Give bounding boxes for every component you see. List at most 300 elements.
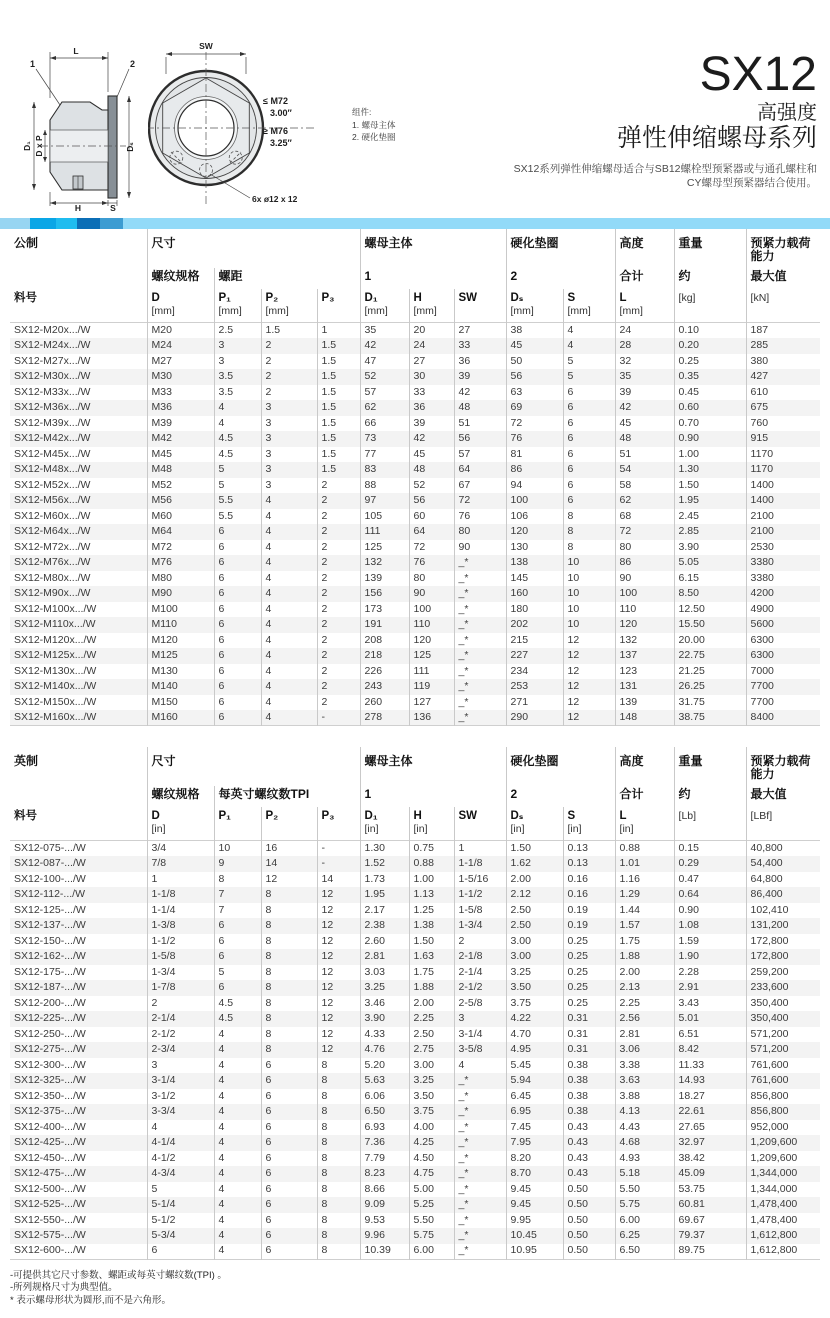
value-cell: 1.44 <box>615 903 674 919</box>
value-cell: 86 <box>506 462 563 478</box>
sub-total: 合计 <box>615 268 674 289</box>
value-cell: 2 <box>317 571 360 587</box>
part-number-cell: SX12-350-.../W <box>14 1089 86 1102</box>
value-cell: 69 <box>506 400 563 416</box>
value-cell: 856,800 <box>746 1104 820 1120</box>
value-cell: M33 <box>147 385 214 401</box>
table-row <box>10 478 820 494</box>
group-preload: 预紧力载荷能力 <box>746 229 820 268</box>
value-cell: 1.75 <box>615 934 674 950</box>
value-cell: 8 <box>214 872 261 888</box>
value-cell: 0.50 <box>563 1244 615 1260</box>
value-cell: 7 <box>214 887 261 903</box>
value-cell: 10.45 <box>506 1228 563 1244</box>
value-cell: 137 <box>615 648 674 664</box>
value-cell: 8.66 <box>360 1182 409 1198</box>
part-number-cell: SX12-425-.../W <box>14 1136 86 1148</box>
value-cell: 1.95 <box>674 493 746 509</box>
value-cell: 0.25 <box>674 354 746 370</box>
value-cell: 63 <box>506 385 563 401</box>
value-cell: 9 <box>214 856 261 872</box>
value-cell: 10 <box>563 571 615 587</box>
value-cell: 86 <box>615 555 674 571</box>
value-cell: 6 <box>214 648 261 664</box>
value-cell: 62 <box>360 400 409 416</box>
value-cell: 2.85 <box>674 524 746 540</box>
value-cell: 2.17 <box>360 903 409 919</box>
value-cell: 45.09 <box>674 1166 746 1182</box>
value-cell: 3.25 <box>409 1073 454 1089</box>
value-cell: 0.31 <box>563 1042 615 1058</box>
value-cell: 10 <box>214 841 261 857</box>
value-cell: 6 <box>214 949 261 965</box>
value-cell: 10 <box>563 617 615 633</box>
value-cell: 4 <box>214 1120 261 1136</box>
top-drawings-area <box>0 0 830 218</box>
value-cell: 1,612,800 <box>746 1244 820 1260</box>
value-cell: 6.00 <box>615 1213 674 1229</box>
value-cell: 5-1/2 <box>147 1213 214 1229</box>
value-cell: 218 <box>360 648 409 664</box>
value-cell: 2.81 <box>360 949 409 965</box>
value-cell: 0.88 <box>615 841 674 857</box>
value-cell: 172,800 <box>746 949 820 965</box>
part-number-cell: SX12-M140x.../W <box>14 680 97 692</box>
col-header: [Lb] <box>674 807 746 841</box>
value-cell: 139 <box>360 571 409 587</box>
value-cell: 9.45 <box>506 1197 563 1213</box>
value-cell: 2-1/2 <box>147 1027 214 1043</box>
value-cell: 58 <box>615 478 674 494</box>
metric-table <box>10 229 820 726</box>
value-cell: 5.50 <box>615 1182 674 1198</box>
col-header: S [in] <box>563 807 615 841</box>
value-cell: 3.63 <box>615 1073 674 1089</box>
system-label: 公制 <box>14 236 39 250</box>
value-cell: 80 <box>409 571 454 587</box>
callout-2: 2 <box>130 59 136 69</box>
value-cell: 2 <box>317 478 360 494</box>
value-cell: 2 <box>317 695 360 711</box>
value-cell: 27 <box>409 354 454 370</box>
group-washer: 硬化垫圈 <box>506 229 615 268</box>
value-cell: 6300 <box>746 648 820 664</box>
value-cell: 4 <box>563 338 615 354</box>
value-cell: 202 <box>506 617 563 633</box>
value-cell: 52 <box>409 478 454 494</box>
value-cell: 8 <box>261 1011 317 1027</box>
part-number-cell: SX12-M160x.../W <box>14 710 97 723</box>
value-cell: 64 <box>409 524 454 540</box>
value-cell: 6 <box>214 664 261 680</box>
value-cell: 5.94 <box>506 1073 563 1089</box>
part-number-cell: SX12-400-.../W <box>14 1120 86 1133</box>
value-cell: 380 <box>746 354 820 370</box>
value-cell: - <box>317 841 360 857</box>
value-cell: 1.63 <box>409 949 454 965</box>
value-cell: 0.38 <box>563 1089 615 1105</box>
value-cell: 4-3/4 <box>147 1166 214 1182</box>
table-row <box>10 1151 820 1167</box>
value-cell: 12 <box>317 918 360 934</box>
value-cell: 8 <box>563 509 615 525</box>
value-cell: 4 <box>214 1166 261 1182</box>
value-cell: 2 <box>317 493 360 509</box>
value-cell: 11.33 <box>674 1058 746 1074</box>
value-cell: 100 <box>506 493 563 509</box>
value-cell: 12 <box>261 872 317 888</box>
value-cell: 0.43 <box>563 1120 615 1136</box>
value-cell: 1.95 <box>360 887 409 903</box>
value-cell: 4 <box>261 586 317 602</box>
value-cell: 119 <box>409 679 454 695</box>
group-nut-body: 螺母主体 <box>360 747 506 786</box>
value-cell: 7.36 <box>360 1135 409 1151</box>
value-cell: 68 <box>615 509 674 525</box>
value-cell: 36 <box>454 354 506 370</box>
value-cell: 12 <box>317 887 360 903</box>
value-cell: 2-1/4 <box>147 1011 214 1027</box>
value-cell: 2 <box>261 385 317 401</box>
value-cell: 6.50 <box>615 1244 674 1260</box>
value-cell: 0.50 <box>563 1197 615 1213</box>
part-number-cell: SX12-M45x.../W <box>14 447 91 460</box>
value-cell: 90 <box>409 586 454 602</box>
value-cell: 3.75 <box>506 996 563 1012</box>
value-cell: 1.29 <box>615 887 674 903</box>
value-cell: 0.38 <box>563 1104 615 1120</box>
value-cell: 12 <box>563 664 615 680</box>
table-row <box>10 1073 820 1089</box>
value-cell: 1,209,600 <box>746 1135 820 1151</box>
value-cell: 7700 <box>746 679 820 695</box>
part-number-cell: SX12-075-.../W <box>14 841 86 854</box>
value-cell: M24 <box>147 338 214 354</box>
value-cell: 2-3/4 <box>147 1042 214 1058</box>
value-cell: 3.06 <box>615 1042 674 1058</box>
value-cell: 4.75 <box>409 1166 454 1182</box>
value-cell: 350,400 <box>746 996 820 1012</box>
value-cell: 111 <box>409 664 454 680</box>
value-cell: 2 <box>317 509 360 525</box>
value-cell: 12 <box>317 1042 360 1058</box>
components-legend-item1: 1. 螺母主体 <box>352 119 396 130</box>
value-cell: 110 <box>615 602 674 618</box>
table-row <box>10 1182 820 1198</box>
page-subtitle-strength: 高强度 <box>757 102 817 124</box>
value-cell: 2 <box>454 934 506 950</box>
value-cell: 234 <box>506 664 563 680</box>
size-note-le-inch: 3.00″ <box>270 107 292 118</box>
value-cell: 5.75 <box>409 1228 454 1244</box>
value-cell: 4 <box>214 1058 261 1074</box>
value-cell: 0.16 <box>563 872 615 888</box>
value-cell: 8.23 <box>360 1166 409 1182</box>
value-cell: 2 <box>317 524 360 540</box>
value-cell: 1 <box>454 841 506 857</box>
value-cell: 69.67 <box>674 1213 746 1229</box>
part-number-cell: SX12-200-.../W <box>14 996 86 1009</box>
value-cell: 6 <box>563 431 615 447</box>
components-legend-title: 组件: <box>352 107 372 117</box>
value-cell: 0.47 <box>674 872 746 888</box>
value-cell: 4.95 <box>506 1042 563 1058</box>
value-cell: 8 <box>261 965 317 981</box>
value-cell: 8 <box>317 1213 360 1229</box>
value-cell: 761,600 <box>746 1058 820 1074</box>
part-number-cell: SX12-250-.../W <box>14 1027 86 1040</box>
value-cell: 79.37 <box>674 1228 746 1244</box>
value-cell: 8 <box>317 1135 360 1151</box>
value-cell: 4.13 <box>615 1104 674 1120</box>
value-cell: 12 <box>317 980 360 996</box>
value-cell: 6 <box>261 1058 317 1074</box>
group-weight: 重量 <box>674 229 746 268</box>
value-cell: 6 <box>261 1089 317 1105</box>
table-row <box>10 509 820 525</box>
value-cell: 148 <box>615 710 674 726</box>
col-header: [kN] <box>746 289 820 323</box>
value-cell: 160 <box>506 586 563 602</box>
value-cell: 1,612,800 <box>746 1228 820 1244</box>
value-cell: 1-1/8 <box>147 887 214 903</box>
col-header: S [mm] <box>563 289 615 323</box>
value-cell: M76 <box>147 555 214 571</box>
table-row <box>10 1166 820 1182</box>
table-row <box>10 416 820 432</box>
dim-label-S: S <box>110 203 116 212</box>
sub-washer-number: 2 <box>506 268 615 289</box>
value-cell: _* <box>454 1197 506 1213</box>
value-cell: 76 <box>506 431 563 447</box>
accent-bar-segment <box>0 218 30 229</box>
value-cell: 56 <box>506 369 563 385</box>
value-cell: 2.75 <box>409 1042 454 1058</box>
value-cell: 1170 <box>746 447 820 463</box>
value-cell: 1.5 <box>317 338 360 354</box>
value-cell: 215 <box>506 633 563 649</box>
value-cell: 0.50 <box>563 1228 615 1244</box>
value-cell: 6300 <box>746 633 820 649</box>
value-cell: 6.93 <box>360 1120 409 1136</box>
value-cell: 1,344,000 <box>746 1166 820 1182</box>
value-cell: 5.75 <box>615 1197 674 1213</box>
value-cell: 4.25 <box>409 1135 454 1151</box>
value-cell: 2-5/8 <box>454 996 506 1012</box>
value-cell: 2 <box>317 540 360 556</box>
value-cell: 6 <box>261 1104 317 1120</box>
value-cell: 4.43 <box>615 1120 674 1136</box>
table-row <box>10 493 820 509</box>
value-cell: 12 <box>317 1027 360 1043</box>
value-cell: 66 <box>360 416 409 432</box>
value-cell: M140 <box>147 679 214 695</box>
value-cell: 4 <box>214 1027 261 1043</box>
value-cell: 761,600 <box>746 1073 820 1089</box>
value-cell: M20 <box>147 323 214 339</box>
value-cell: 2.60 <box>360 934 409 950</box>
part-number-cell: SX12-M120x.../W <box>14 633 97 646</box>
value-cell: 35 <box>360 323 409 339</box>
table-row <box>10 949 820 965</box>
value-cell: 290 <box>506 710 563 726</box>
value-cell: 32.97 <box>674 1135 746 1151</box>
value-cell: _* <box>454 1182 506 1198</box>
value-cell: 1.73 <box>360 872 409 888</box>
value-cell: 50 <box>506 354 563 370</box>
value-cell: 38 <box>506 323 563 339</box>
value-cell: 8 <box>261 934 317 950</box>
sub-approx: 约 <box>674 786 746 807</box>
value-cell: 62 <box>615 493 674 509</box>
value-cell: 12 <box>317 996 360 1012</box>
value-cell: 4.5 <box>214 431 261 447</box>
value-cell: 12 <box>563 710 615 726</box>
value-cell: 2100 <box>746 509 820 525</box>
imperial-table-body <box>10 841 820 1260</box>
value-cell: 72 <box>409 540 454 556</box>
value-cell: M64 <box>147 524 214 540</box>
value-cell: 72 <box>506 416 563 432</box>
value-cell: 132 <box>360 555 409 571</box>
value-cell: 8 <box>317 1120 360 1136</box>
value-cell: 40,800 <box>746 841 820 857</box>
value-cell: 67 <box>454 478 506 494</box>
table-row <box>10 400 820 416</box>
value-cell: 1400 <box>746 493 820 509</box>
value-cell: 4 <box>261 633 317 649</box>
part-number-cell: SX12-M60x.../W <box>14 509 91 522</box>
footnote-line: -所列规格尺寸为典型值。 <box>10 1282 118 1293</box>
value-cell: 7/8 <box>147 856 214 872</box>
value-cell: 42 <box>454 385 506 401</box>
value-cell: 27 <box>454 323 506 339</box>
value-cell: 5 <box>214 462 261 478</box>
value-cell: 156 <box>360 586 409 602</box>
value-cell: 5 <box>563 369 615 385</box>
value-cell: 6 <box>214 540 261 556</box>
value-cell: 5.63 <box>360 1073 409 1089</box>
value-cell: 2 <box>261 369 317 385</box>
part-number-cell: SX12-125-.../W <box>14 903 86 916</box>
value-cell: 10.95 <box>506 1244 563 1260</box>
value-cell: 20.00 <box>674 633 746 649</box>
value-cell: 1,478,400 <box>746 1213 820 1229</box>
value-cell: 12 <box>317 934 360 950</box>
value-cell: 26.25 <box>674 679 746 695</box>
value-cell: 10.39 <box>360 1244 409 1260</box>
part-number-cell: SX12-M33x.../W <box>14 385 91 398</box>
value-cell: 1,344,000 <box>746 1182 820 1198</box>
value-cell: 180 <box>506 602 563 618</box>
table-row <box>10 903 820 919</box>
value-cell: 6 <box>214 571 261 587</box>
table-row <box>10 354 820 370</box>
value-cell: 6.25 <box>615 1228 674 1244</box>
footnote-line: -可提供其它尺寸参数、螺距或每英寸螺纹数(TPI) 。 <box>10 1269 227 1281</box>
value-cell: 12 <box>563 695 615 711</box>
table-row <box>10 633 820 649</box>
table-row <box>10 323 820 339</box>
value-cell: 5 <box>214 478 261 494</box>
value-cell: _* <box>454 710 506 726</box>
value-cell: 6 <box>214 710 261 726</box>
value-cell: 4 <box>563 323 615 339</box>
value-cell: 1 <box>147 872 214 888</box>
value-cell: 0.35 <box>674 369 746 385</box>
sub-body-number: 1 <box>360 786 506 807</box>
value-cell: 2.38 <box>360 918 409 934</box>
group-dims: 尺寸 <box>147 229 360 268</box>
value-cell: 39 <box>409 416 454 432</box>
value-cell: 350,400 <box>746 1011 820 1027</box>
value-cell: 1.5 <box>317 400 360 416</box>
col-header: L [mm] <box>615 289 674 323</box>
part-number-cell: SX12-550-.../W <box>14 1213 86 1226</box>
value-cell: 6 <box>214 586 261 602</box>
value-cell: 45 <box>506 338 563 354</box>
value-cell: 0.10 <box>674 323 746 339</box>
value-cell: 64,800 <box>746 872 820 888</box>
value-cell: 4 <box>214 1213 261 1229</box>
accent-bar-segment <box>56 218 77 229</box>
value-cell: 2.25 <box>615 996 674 1012</box>
value-cell: 227 <box>506 648 563 664</box>
value-cell: 4.93 <box>615 1151 674 1167</box>
table-row <box>10 1089 820 1105</box>
value-cell: 1.25 <box>409 903 454 919</box>
value-cell: 73 <box>360 431 409 447</box>
value-cell: 0.25 <box>563 996 615 1012</box>
value-cell: 90 <box>615 571 674 587</box>
value-cell: 10 <box>563 602 615 618</box>
value-cell: 6 <box>261 1197 317 1213</box>
value-cell: 7.45 <box>506 1120 563 1136</box>
table-row <box>10 1011 820 1027</box>
dim-label-L: L <box>73 46 79 56</box>
value-cell: 4 <box>261 695 317 711</box>
dim-label-DxP: D x P <box>34 135 44 157</box>
value-cell: 8 <box>563 540 615 556</box>
value-cell: 0.31 <box>563 1011 615 1027</box>
value-cell: 131,200 <box>746 918 820 934</box>
col-header: P₁ [mm] <box>214 289 261 323</box>
part-number-cell: SX12-600-.../W <box>14 1244 86 1257</box>
value-cell: 2.50 <box>409 1027 454 1043</box>
value-cell: 4 <box>214 1089 261 1105</box>
value-cell: 125 <box>409 648 454 664</box>
group-height: 高度 <box>615 229 674 268</box>
value-cell: 12 <box>563 648 615 664</box>
value-cell: 1-1/8 <box>454 856 506 872</box>
size-note-ge-thread: ≥ M76 <box>263 126 288 136</box>
sub-washer-number: 2 <box>506 786 615 807</box>
value-cell: M48 <box>147 462 214 478</box>
value-cell: 1.30 <box>360 841 409 857</box>
value-cell: 10 <box>563 586 615 602</box>
value-cell: 110 <box>409 617 454 633</box>
value-cell: 2.50 <box>506 903 563 919</box>
part-number-cell: SX12-300-.../W <box>14 1058 86 1071</box>
value-cell: 6 <box>563 400 615 416</box>
value-cell: 1170 <box>746 462 820 478</box>
value-cell: 28 <box>615 338 674 354</box>
value-cell: 571,200 <box>746 1027 820 1043</box>
dim-label-D1: D₁ <box>22 141 32 151</box>
value-cell: 6 <box>563 493 615 509</box>
value-cell: 32 <box>615 354 674 370</box>
value-cell: 139 <box>615 695 674 711</box>
